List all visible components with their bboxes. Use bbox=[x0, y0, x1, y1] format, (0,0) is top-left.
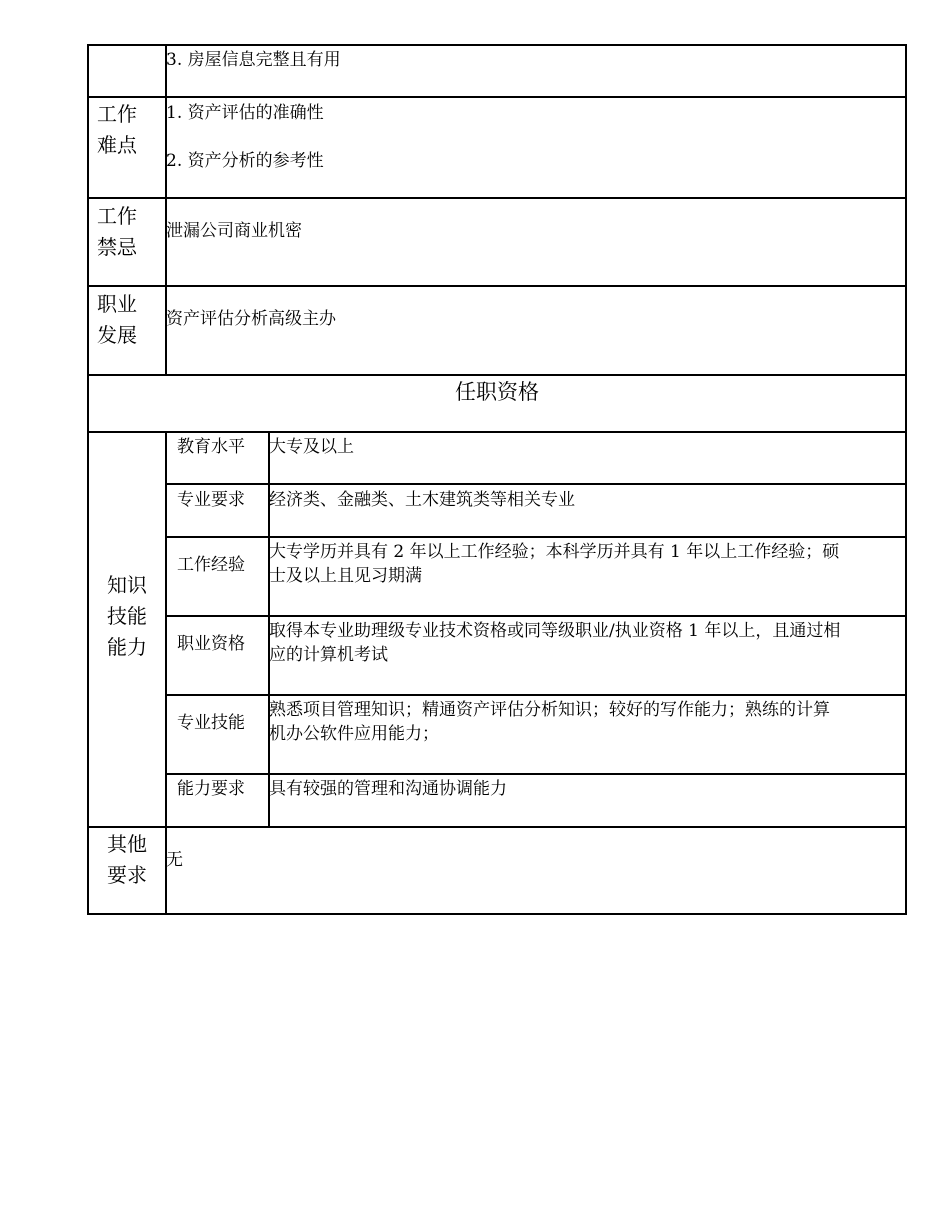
row-divider bbox=[166, 615, 907, 617]
difficulty-label-line: 难点 bbox=[97, 133, 137, 157]
row-divider bbox=[87, 826, 907, 828]
table-border-top bbox=[87, 44, 907, 46]
taboo-label-line: 禁忌 bbox=[97, 235, 137, 259]
professional-skill-label: 专业技能 bbox=[177, 713, 245, 733]
taboo-text: 泄漏公司商业机密 bbox=[166, 221, 302, 241]
row-divider bbox=[166, 694, 907, 696]
row-divider bbox=[166, 536, 907, 538]
qualifications-heading: 任职资格 bbox=[455, 380, 539, 404]
career-label bbox=[97, 289, 137, 351]
row-divider bbox=[166, 483, 907, 485]
career-label-line: 职业 bbox=[97, 292, 137, 316]
table-border-left bbox=[87, 44, 89, 915]
education-label: 教育水平 bbox=[177, 437, 245, 457]
other-text: 无 bbox=[166, 850, 183, 870]
certification-value-line: 取得本专业助理级专业技术资格或同等级职业/执业资格 1 年以上，且通过相 bbox=[269, 621, 841, 641]
ability-value: 具有较强的管理和沟通协调能力 bbox=[269, 779, 507, 799]
row-divider bbox=[87, 285, 907, 287]
major-label: 专业要求 bbox=[177, 490, 245, 510]
experience-label: 工作经验 bbox=[177, 555, 245, 575]
row-divider bbox=[166, 773, 907, 775]
table-border-right bbox=[905, 44, 907, 915]
skills-group-label-line: 能力 bbox=[107, 635, 147, 659]
career-text: 资产评估分析高级主办 bbox=[166, 309, 336, 329]
row-divider bbox=[87, 431, 907, 433]
top-row-text: 3. 房屋信息完整且有用 bbox=[166, 50, 341, 70]
major-value: 经济类、金融类、土木建筑类等相关专业 bbox=[269, 490, 575, 510]
certification-value-line: 应的计算机考试 bbox=[269, 645, 388, 665]
other-label-line: 其他 bbox=[107, 832, 147, 856]
experience-value-line: 士及以上且见习期满 bbox=[269, 566, 422, 586]
career-label-line: 发展 bbox=[97, 323, 137, 347]
difficulty-item: 2. 资产分析的参考性 bbox=[166, 151, 324, 171]
skills-group-label-line: 知识 bbox=[107, 573, 147, 597]
difficulty-label-line: 工作 bbox=[97, 102, 137, 126]
experience-value bbox=[269, 540, 839, 588]
skills-group-label bbox=[89, 570, 165, 663]
certification-value bbox=[269, 619, 840, 667]
difficulty-label bbox=[97, 99, 137, 161]
other-label bbox=[89, 829, 165, 891]
certification-label: 职业资格 bbox=[177, 634, 245, 654]
professional-skill-value-line: 机办公软件应用能力； bbox=[269, 724, 439, 744]
professional-skill-value-line: 熟悉项目管理知识；精通资产评估分析知识；较好的写作能力；熟练的计算 bbox=[269, 700, 830, 720]
taboo-label bbox=[97, 201, 137, 263]
skills-group-label-line: 技能 bbox=[107, 604, 147, 628]
other-label-line: 要求 bbox=[107, 863, 147, 887]
education-value: 大专及以上 bbox=[269, 437, 354, 457]
experience-value-line: 大专学历并具有 2 年以上工作经验；本科学历并具有 1 年以上工作经验；硕 bbox=[269, 542, 840, 562]
taboo-label-line: 工作 bbox=[97, 204, 137, 228]
difficulty-item: 1. 资产评估的准确性 bbox=[166, 103, 324, 123]
professional-skill-value bbox=[269, 698, 830, 746]
ability-label: 能力要求 bbox=[177, 779, 245, 799]
row-divider bbox=[87, 96, 907, 98]
row-divider bbox=[87, 197, 907, 199]
column-divider bbox=[165, 431, 167, 915]
table-border-bottom bbox=[87, 913, 907, 915]
